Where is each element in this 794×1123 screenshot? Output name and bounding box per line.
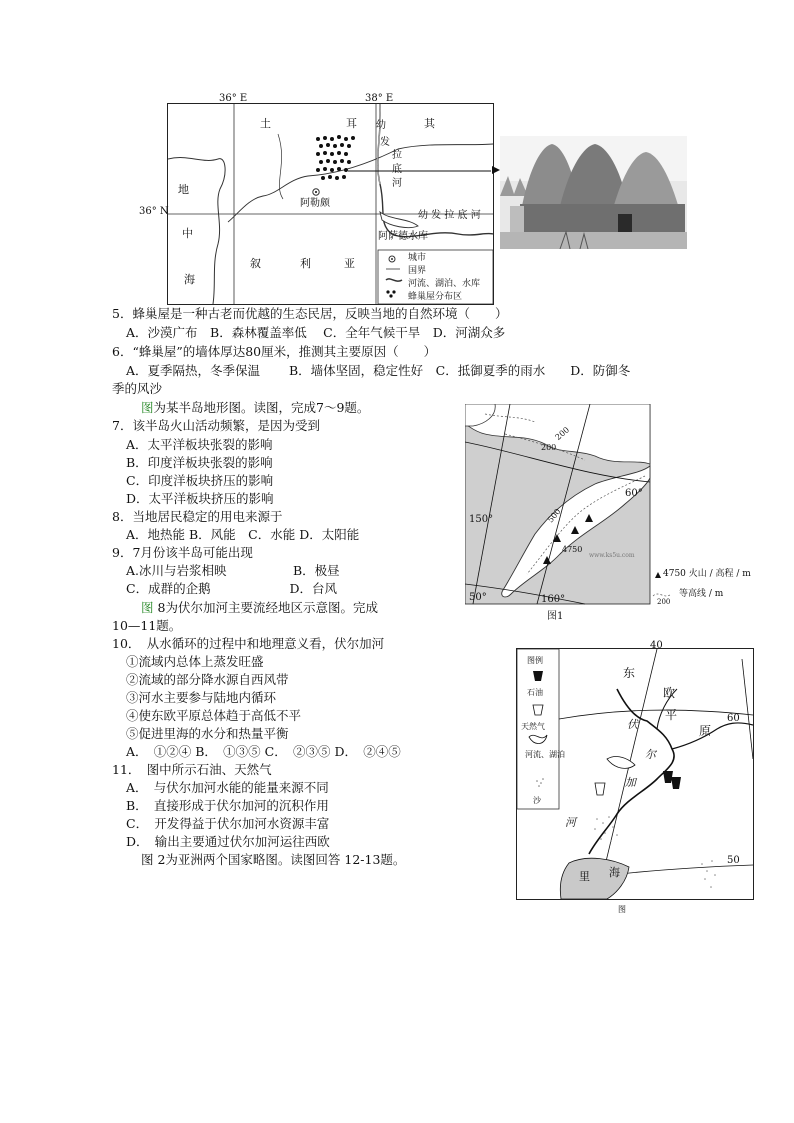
river-label: 加 — [625, 776, 636, 789]
statement-10-4: ④使东欧平原总体趋于高低不平 — [126, 708, 302, 723]
river-label: 发 — [380, 137, 390, 148]
legend-water: 河流、湖泊、水库 — [408, 279, 481, 289]
question-5-options: A．沙漠广布 B．森林覆盖率低 C．全年气候干旱 D．河湖众多 — [126, 325, 506, 340]
question-9: 9．7月份该半岛可能出现 — [112, 545, 253, 560]
option-11c: C． 开发得益于伏尔加河水资源丰富 — [126, 816, 330, 831]
place-label: 中 — [182, 227, 193, 240]
question-6-options: A．夏季隔热，冬季保温 B．墙体坚固，稳定性好 C．抵御夏季的雨水 D．防御冬 — [126, 363, 631, 378]
river-label: 幼 — [376, 120, 386, 131]
place-label: 海 — [184, 273, 195, 286]
legend-oil: 石油 — [527, 688, 543, 697]
figure-ref: 图 — [141, 600, 154, 615]
legend-border: 国界 — [408, 266, 427, 276]
river-label: 拉 — [392, 150, 402, 161]
question-7: 7．该半岛火山活动频繁，是因为受到 — [112, 418, 320, 433]
question-11: 11． 图中所示石油、天然气 — [112, 762, 272, 777]
river-label: 河 — [565, 816, 576, 829]
question-6: 6．“蜂巢屋”的墙体厚达80厘米，推测其主要原因（ ） — [112, 344, 437, 359]
legend-beehive: 蜂巢屋分布区 — [408, 292, 463, 302]
river-label: 伏 — [627, 718, 638, 731]
option-11b: B． 直接形成于伏尔加河的沉积作用 — [126, 798, 329, 813]
legend-title: 图例 — [527, 656, 543, 665]
beehive-distribution — [316, 135, 355, 180]
figure-ref: 图 — [141, 400, 154, 415]
place-label: 亚 — [344, 257, 355, 270]
contour-label: 500 — [545, 506, 563, 525]
place-label: 土 — [260, 117, 271, 130]
question-9-options-cd: C．成群的企鹅 D．台风 — [126, 581, 338, 596]
river-label: 尔 — [645, 748, 656, 761]
latitude-label: 50° — [469, 592, 487, 603]
volga-map-drawing — [517, 649, 753, 899]
contour-label: 200 — [541, 443, 557, 452]
beehive-house-photo — [500, 136, 687, 249]
option-11d: D． 输出主要通过伏尔加河运往西欧 — [126, 834, 330, 849]
question-6-options-cont: 季的风沙 — [112, 381, 163, 396]
option-11a: A． 与伏尔加河水能的能量来源不同 — [126, 780, 329, 795]
statement-10-5: ⑤促进里海的水分和热量平衡 — [126, 726, 289, 741]
region-label: 平 — [665, 708, 678, 722]
legend-city: 城市 — [408, 253, 427, 263]
place-label: 叙 — [250, 257, 261, 270]
contour-label: 200 — [553, 425, 572, 442]
latitude-label: 36° N — [139, 206, 169, 217]
volga-map — [516, 648, 754, 900]
latitude-label: 50 — [727, 855, 740, 866]
longitude-label: 150° — [469, 514, 494, 525]
question-8: 8．当地居民稳定的用电来源于 — [112, 509, 283, 524]
legend-water: 河流、湖泊 — [525, 750, 565, 759]
option-7d: D．太平洋板块挤压的影响 — [126, 491, 274, 506]
statement-10-3: ③河水主要参与陆地内循环 — [126, 690, 277, 705]
legend-gas: 天然气 — [521, 722, 545, 731]
syria-map — [167, 103, 494, 305]
legend-volcano: 4750 火山 / 高程 / m — [663, 569, 751, 579]
option-7c: C．印度洋板块挤压的影响 — [126, 473, 274, 488]
sea-label: 海 — [609, 866, 620, 879]
statement-10-2: ②流域的部分降水源自西风带 — [126, 672, 289, 687]
river-label: 底 — [392, 164, 402, 175]
longitude-label: 38° E — [365, 93, 394, 104]
peak-label: 4750 — [562, 545, 583, 554]
intro-10-11-cont: 10—11题。 — [112, 618, 182, 633]
longitude-label: 40 — [650, 640, 663, 651]
sea-label: 里 — [579, 870, 590, 883]
legend-sand: 沙 — [533, 796, 541, 805]
statement-10-1: ①流域内总体上蒸发旺盛 — [126, 654, 264, 669]
intro-10-11: 图 8为伏尔加河主要流经地区示意图。完成 — [141, 600, 378, 615]
intro-7-9: 图为某半岛地形图。读图，完成7～9题。 — [141, 400, 370, 415]
longitude-label: 160° — [541, 594, 566, 605]
place-label: 其 — [424, 117, 435, 130]
region-label: 原 — [699, 724, 712, 738]
place-label: 地 — [178, 183, 189, 196]
question-10: 10． 从水循环的过程中和地理意义看，伏尔加河 — [112, 636, 385, 651]
reservoir-label: 阿萨德水库 — [378, 231, 428, 242]
river-label: 幼 发 拉 底 河 — [418, 210, 481, 221]
intro-12-13: 图 2为亚洲两个国家略图。读图回答 12-13题。 — [141, 852, 406, 867]
question-8-options: A．地热能 B．风能 C．水能 D．太阳能 — [126, 527, 360, 542]
region-label: 欧 — [663, 686, 676, 700]
question-5: 5．蜂巢屋是一种古老而优越的生态民居，反映当地的自然环境（ ） — [112, 306, 508, 321]
figure-caption: 图1 — [547, 611, 564, 622]
river-label: 河 — [392, 178, 402, 189]
legend-contour-value: 200 — [657, 598, 671, 606]
latitude-label: 60 — [727, 713, 740, 724]
region-label: 东 — [623, 666, 636, 680]
option-7b: B．印度洋板块张裂的影响 — [126, 455, 273, 470]
question-10-options: A． ①②④ B． ①③⑤ C． ②③⑤ D． ②④⑤ — [126, 744, 401, 759]
legend-contour: 等高线 / m — [679, 589, 724, 599]
longitude-label: 36° E — [219, 93, 248, 104]
option-7a: A．太平洋板块张裂的影响 — [126, 437, 273, 452]
place-label: 耳 — [346, 117, 357, 130]
latitude-label: 60° — [625, 488, 643, 499]
watermark: www.ks5u.com — [589, 552, 635, 559]
question-9-options-ab: A.冰川与岩浆相映 B．极昼 — [126, 563, 340, 578]
figure-caption: 图 — [618, 905, 626, 914]
peninsula-map — [465, 404, 760, 626]
place-label: 利 — [300, 257, 311, 270]
city-label: 阿勒颇 — [300, 198, 330, 209]
